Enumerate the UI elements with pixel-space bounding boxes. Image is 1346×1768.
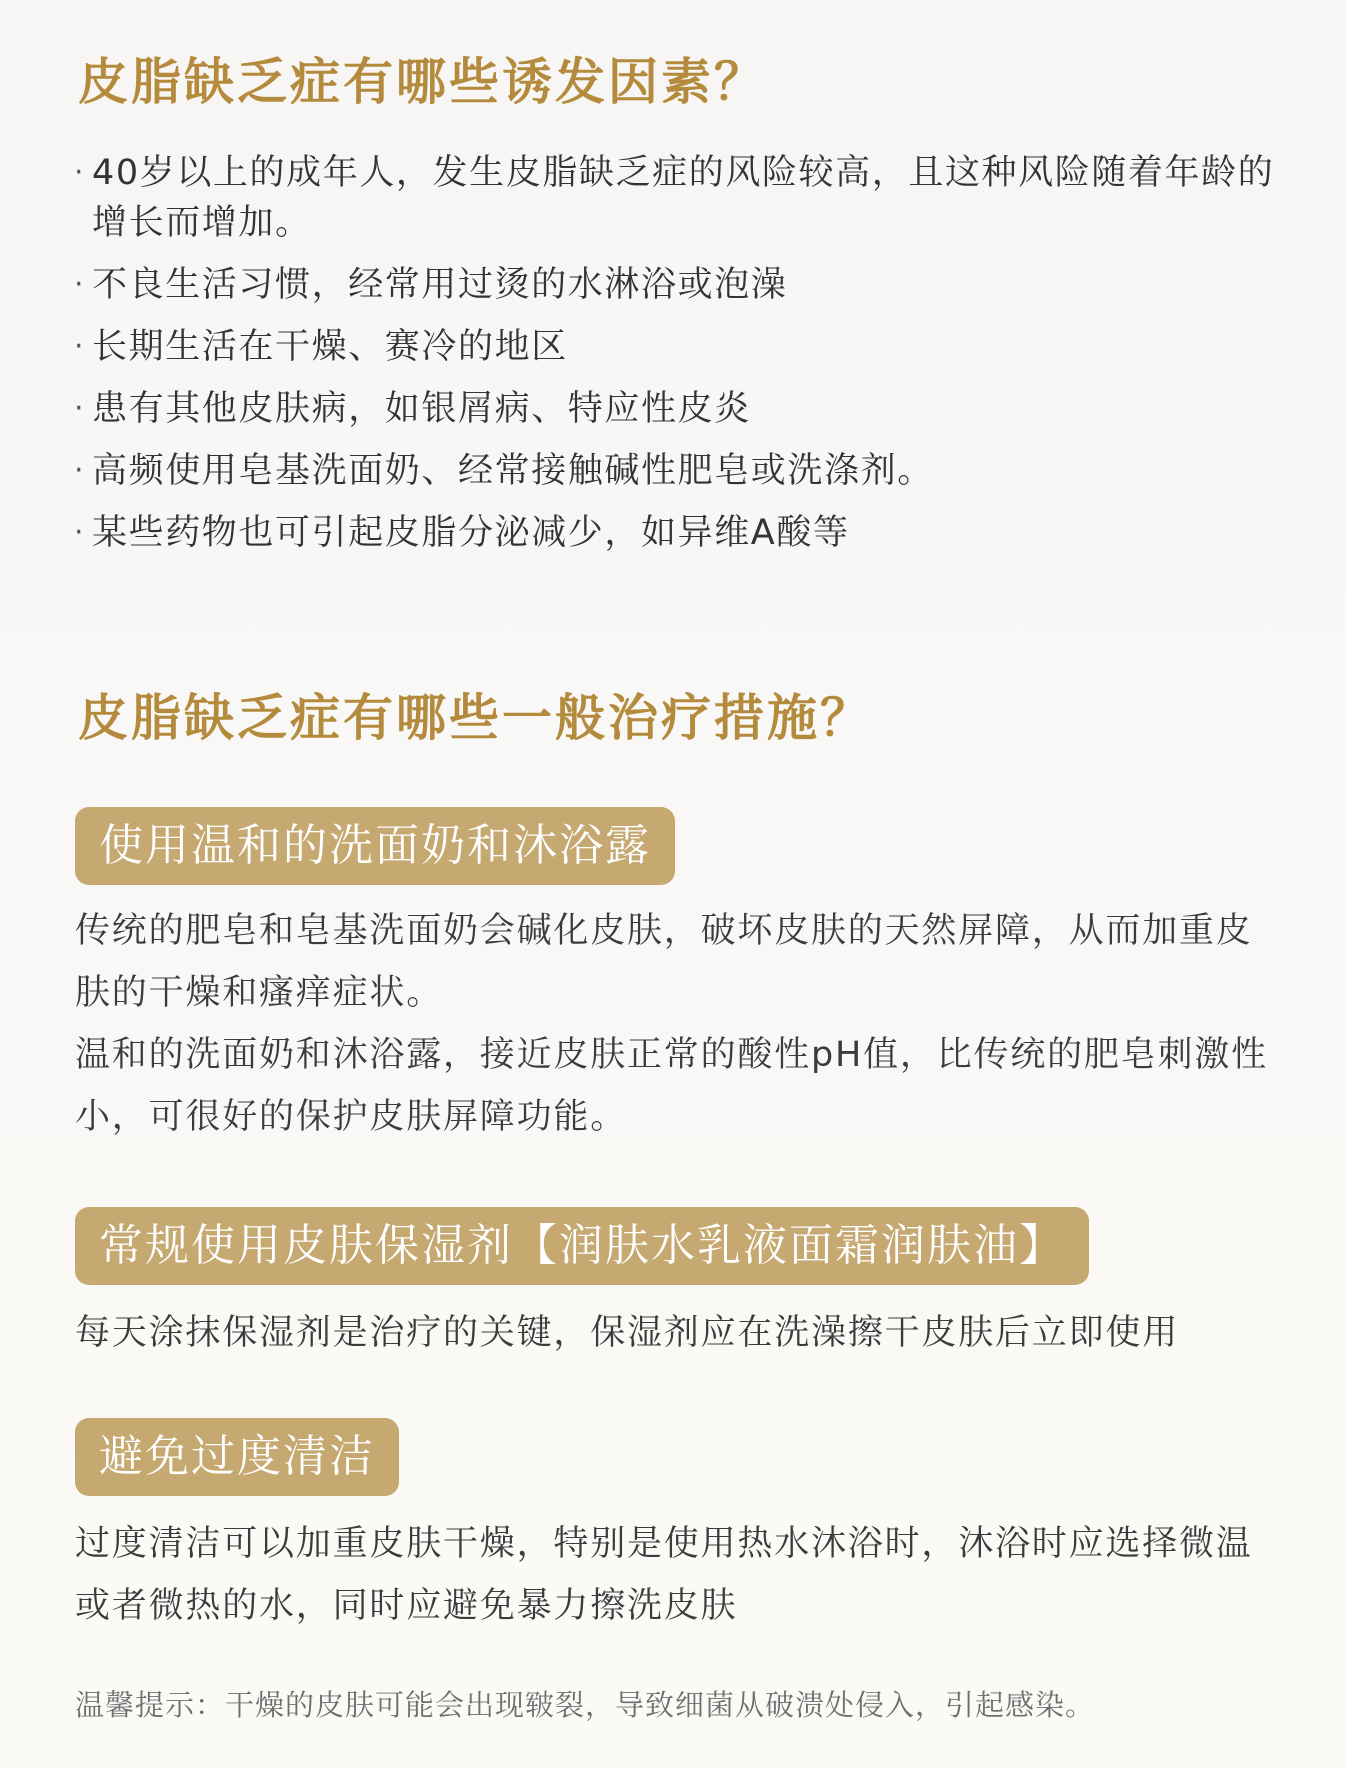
bullet-dot-icon: · — [74, 453, 86, 488]
bullet-dot-icon: · — [74, 515, 86, 550]
warm-tip-note: 温馨提示：干燥的皮肤可能会出现皲裂，导致细菌从破溃处侵入，引起感染。 — [75, 1688, 1096, 1722]
measure-heading-moisturizer: 常规使用皮肤保湿剂【润肤水乳液面霜润肤油】 — [75, 1207, 1089, 1285]
measure-heading-avoid-overcleansing: 避免过度清洁 — [75, 1418, 399, 1496]
section-title-treatments: 皮脂缺乏症有哪些一般治疗措施？ — [78, 689, 873, 747]
list-item — [74, 148, 1284, 248]
measure-heading-gentle-cleanser: 使用温和的洗面奶和沐浴露 — [75, 807, 675, 885]
list-item-text: 长期生活在干燥、赛冷的地区 — [92, 327, 568, 367]
list-item — [74, 322, 1284, 372]
measure-paragraph: 每天涂抹保湿剂是治疗的关键，保湿剂应在洗澡擦干皮肤后立即使用 — [75, 1313, 1180, 1353]
bullet-dot-icon: · — [74, 155, 86, 190]
measure-paragraph: 温和的洗面奶和沐浴露，接近皮肤正常的酸性pH值，比传统的肥皂刺激性小，可很好的保护皮肤屏障功能。 — [75, 1035, 1268, 1137]
list-item-text: 患有其他皮肤病，如银屑病、特应性皮炎 — [92, 389, 751, 429]
list-item-text: 某些药物也可引起皮脂分泌减少，如异维A酸等 — [92, 513, 850, 553]
list-item-text: 不良生活习惯，经常用过烫的水淋浴或泡澡 — [92, 265, 788, 305]
trigger-factor-list — [74, 148, 1284, 570]
measure-paragraph: 传统的肥皂和皂基洗面奶会碱化皮肤，破坏皮肤的天然屏障，从而加重皮肤的干燥和瘙痒症状。 — [75, 911, 1253, 1013]
list-item — [74, 446, 1284, 496]
list-item-text: 40岁以上的成年人，发生皮脂缺乏症的风险较高，且这种风险随着年龄的增长而增加。 — [92, 153, 1275, 243]
bullet-dot-icon: · — [74, 267, 86, 302]
measure-paragraph: 过度清洁可以加重皮肤干燥，特别是使用热水沐浴时，沐浴时应选择微温或者微热的水，同时应避免暴力擦洗皮肤 — [75, 1524, 1253, 1626]
list-item-text: 高频使用皂基洗面奶、经常接触碱性肥皂或洗涤剂。 — [92, 451, 934, 491]
list-item — [74, 508, 1284, 558]
bullet-dot-icon: · — [74, 329, 86, 364]
list-item — [74, 384, 1284, 434]
section-title-triggers: 皮脂缺乏症有哪些诱发因素？ — [78, 53, 767, 111]
list-item — [74, 260, 1284, 310]
bullet-dot-icon: · — [74, 391, 86, 426]
